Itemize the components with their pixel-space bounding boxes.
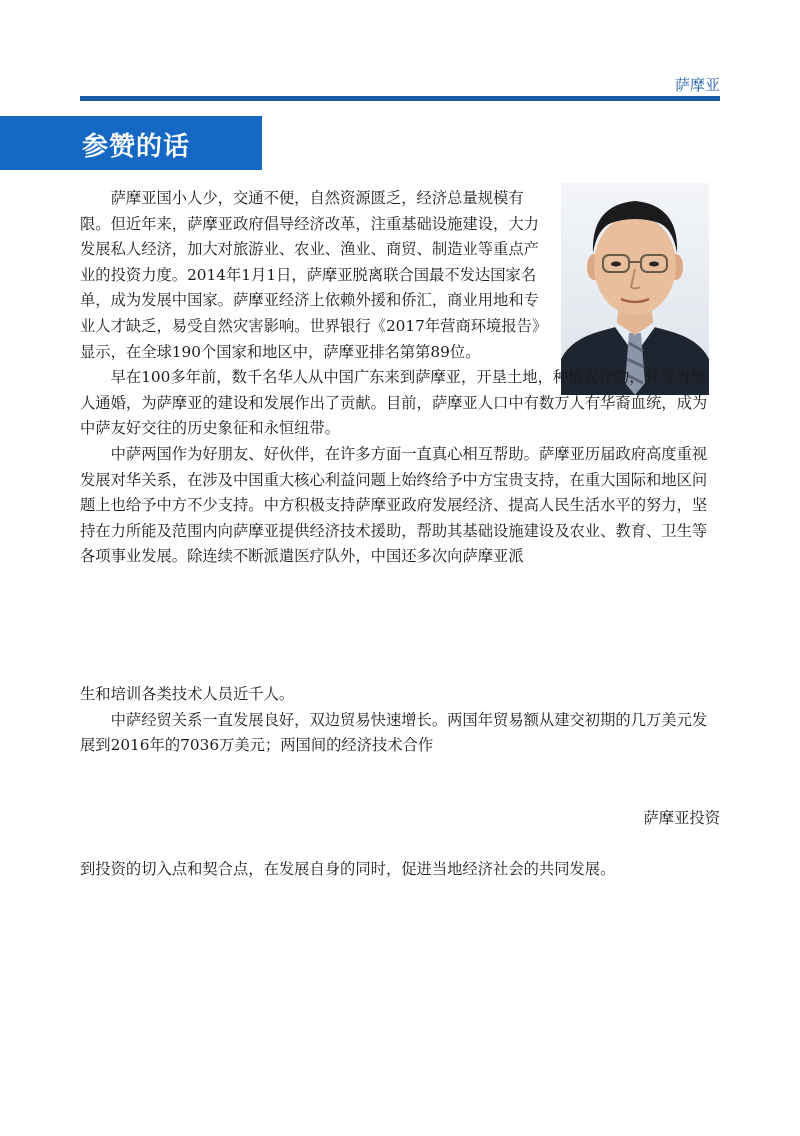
paragraph-5: 到投资的切入点和契合点，在发展自身的同时，促进当地经济社会的共同发展。 <box>80 860 616 878</box>
section-title: 参赞的话 <box>82 132 191 162</box>
paragraph-2: 早在100多年前，数千名华人从中国广东来到萨摩亚，开垦土地，种植农作物，并与当地人通婚，为萨摩亚的建设和发展作出了贡献。目前，萨摩亚人口中有数万人有华裔血统，成为中萨友好交往的历史象征和永恒纽带。 <box>80 368 708 438</box>
paragraph-3: 中萨两国作为好朋友、好伙伴，在许多方面一直真心相互帮助。萨摩亚历届政府高度重视发展对华关系，在涉及中国重大核心利益问题上始终给予中方宝贵支持，在重大国际和地区问题上也给予中方不少支持。中方积极支持萨摩亚政府发展经济、提高人民生活水平的努力，坚持在力所能及范围内向萨摩亚提供经济技术援助，帮助其基础设施建设及农业、教育、卫生等各项事业发展。除连续不断派遣医疗队外，中国还多次向萨摩亚派 <box>80 444 708 566</box>
header-country-label: 萨摩亚 <box>674 76 720 94</box>
paragraph-3-continued: 生和培训各类技术人员近千人。 <box>80 685 295 703</box>
paragraph-1: 萨摩亚国小人少，交通不便，自然资源匮乏，经济总量规模有限。但近年来，萨摩亚政府倡导经济改革，注重基础设施建设，大力发展私人经济，加大对旅游业、农业、渔业、商贸、制造业等重点产业的投资力度。2014年1月1日，萨摩亚脱离联合国最不发达国家名单，成为发展中国家。萨摩亚经济上依赖外援和侨汇，商业用地和专业人才缺乏，易受自然灾害影响。世界银行《2017年营商环境报告》显示，在全球190个国家和地区中，萨摩亚排名第第89位。 <box>80 189 548 361</box>
paragraph-4: 中萨经贸关系一直发展良好，双边贸易快速增长。两国年贸易额从建交初期的几万美元发展到2016年的7036万美元；两国间的经济技术合作 <box>80 710 708 755</box>
fragment-right: 萨摩亚投资 <box>643 809 720 827</box>
body-text-fragment <box>80 806 720 832</box>
body-text-top <box>80 186 720 570</box>
body-text-middle <box>80 682 720 759</box>
header-rule <box>80 96 720 101</box>
body-text-bottom <box>80 857 720 883</box>
section-title-banner <box>0 116 262 170</box>
